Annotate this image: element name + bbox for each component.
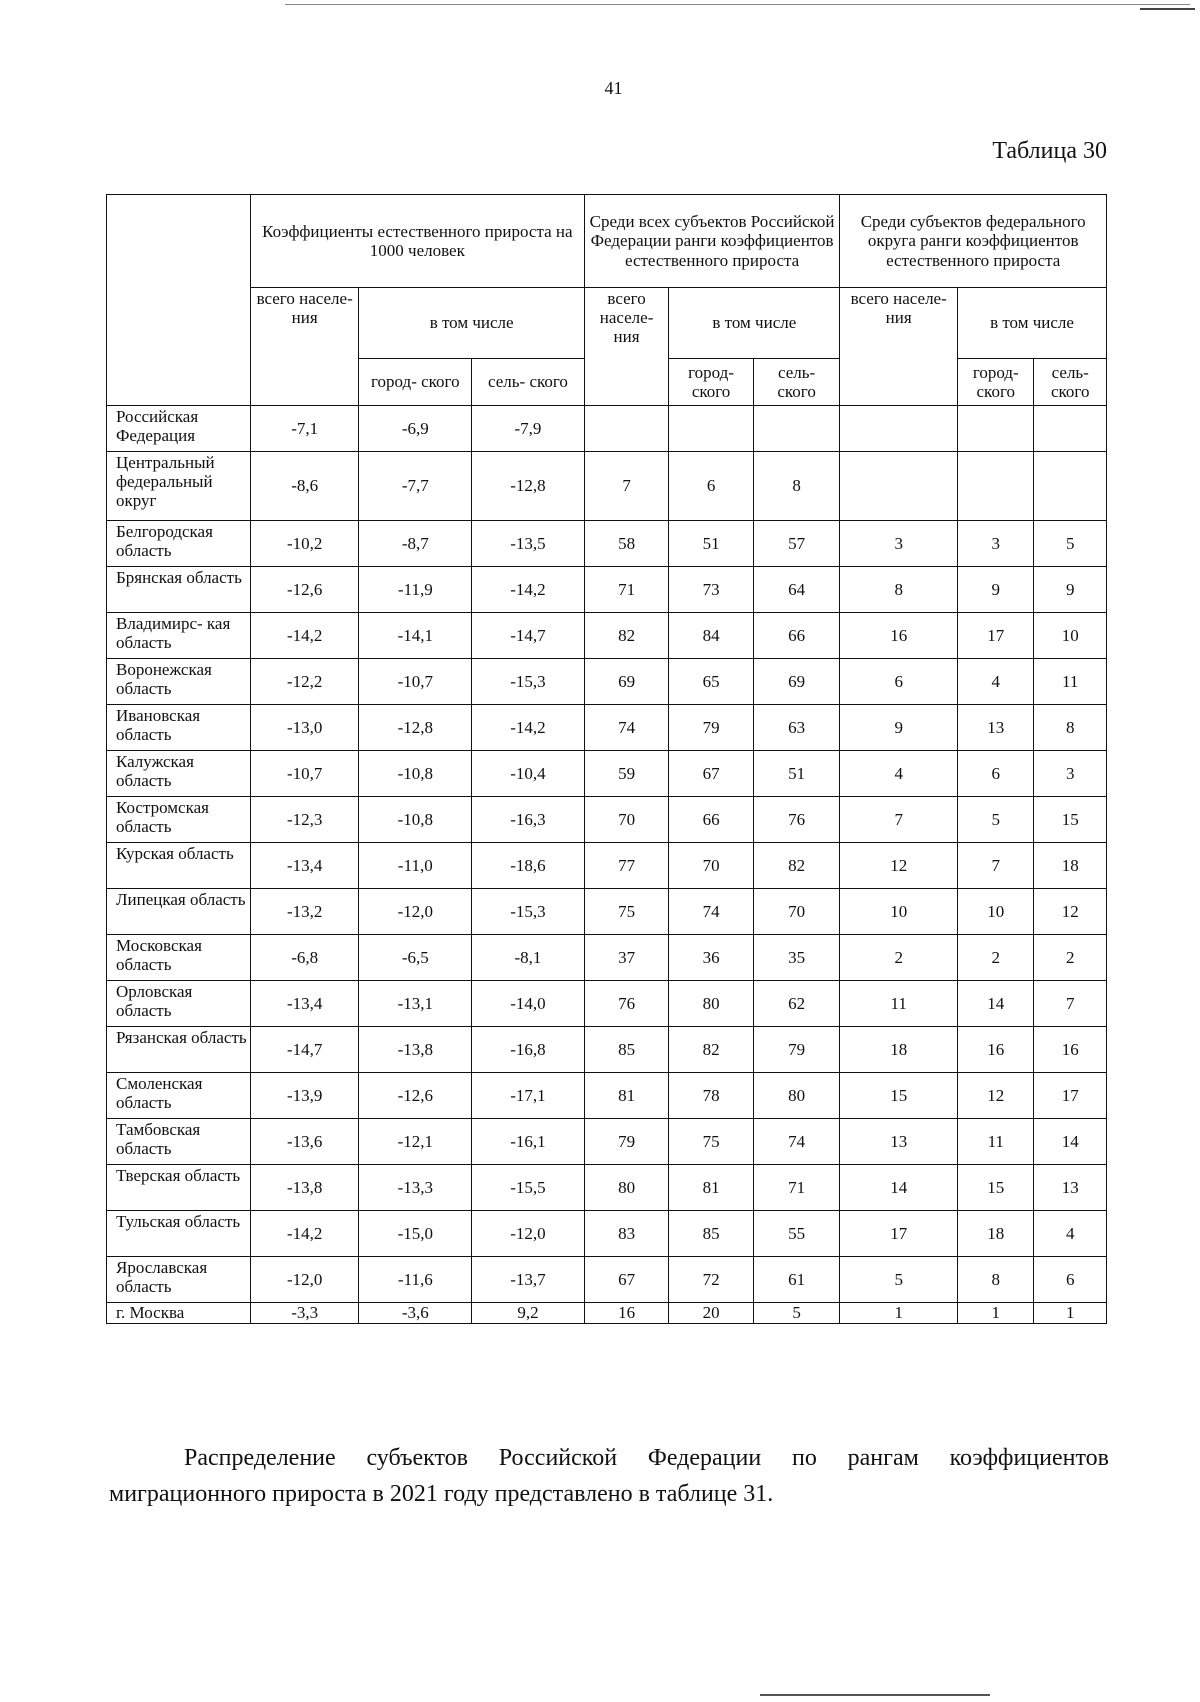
- value-cell-rf-urban: 70: [669, 843, 754, 889]
- value-cell-fo-urban: 15: [958, 1165, 1034, 1211]
- region-name-cell: Тамбовская область: [107, 1119, 251, 1165]
- value-cell-fo-total: 10: [840, 889, 958, 935]
- value-cell-coef-urban: -11,0: [359, 843, 472, 889]
- value-cell-coef-total: -13,4: [250, 981, 359, 1027]
- header-rural: сель- ского: [753, 359, 840, 406]
- scan-edge-line: [285, 4, 1190, 5]
- value-cell-rf-total: 83: [584, 1211, 669, 1257]
- value-cell-coef-total: -6,8: [250, 935, 359, 981]
- table-caption: Таблица 30: [992, 138, 1107, 164]
- value-cell-coef-urban: -10,8: [359, 751, 472, 797]
- value-cell-coef-urban: -15,0: [359, 1211, 472, 1257]
- value-cell-fo-urban: 11: [958, 1119, 1034, 1165]
- value-cell-coef-rural: -7,9: [472, 406, 585, 452]
- value-cell-rf-rural: 63: [753, 705, 840, 751]
- value-cell-coef-urban: -13,8: [359, 1027, 472, 1073]
- value-cell-fo-rural: [1034, 452, 1107, 521]
- value-cell-coef-rural: -14,0: [472, 981, 585, 1027]
- table-row: [107, 1119, 1107, 1165]
- value-cell-fo-urban: 3: [958, 521, 1034, 567]
- value-cell-fo-rural: 10: [1034, 613, 1107, 659]
- value-cell-fo-rural: 5: [1034, 521, 1107, 567]
- value-cell-fo-rural: 1: [1034, 1303, 1107, 1324]
- header-row-1: [107, 195, 1107, 288]
- value-cell-coef-rural: -14,2: [472, 567, 585, 613]
- value-cell-fo-urban: 18: [958, 1211, 1034, 1257]
- value-cell-fo-total: 18: [840, 1027, 958, 1073]
- header-total: всего населе- ния: [840, 288, 958, 406]
- value-cell-coef-total: -12,6: [250, 567, 359, 613]
- value-cell-rf-total: 70: [584, 797, 669, 843]
- region-name-cell: Липецкая область: [107, 889, 251, 935]
- value-cell-rf-rural: 80: [753, 1073, 840, 1119]
- value-cell-fo-urban: 9: [958, 567, 1034, 613]
- region-name-cell: Центральный федеральный округ: [107, 452, 251, 521]
- value-cell-rf-urban: 85: [669, 1211, 754, 1257]
- value-cell-rf-rural: 55: [753, 1211, 840, 1257]
- header-group-fo-ranks: Среди субъектов федерального округа ранги коэффициентов естественного прироста: [840, 195, 1107, 288]
- value-cell-rf-rural: 51: [753, 751, 840, 797]
- value-cell-rf-total: 85: [584, 1027, 669, 1073]
- value-cell-coef-rural: -17,1: [472, 1073, 585, 1119]
- value-cell-rf-rural: 57: [753, 521, 840, 567]
- value-cell-fo-rural: 12: [1034, 889, 1107, 935]
- value-cell-coef-total: -10,7: [250, 751, 359, 797]
- value-cell-coef-urban: -6,9: [359, 406, 472, 452]
- header-including: в том числе: [669, 288, 840, 359]
- value-cell-rf-rural: 76: [753, 797, 840, 843]
- value-cell-rf-urban: 6: [669, 452, 754, 521]
- value-cell-rf-total: 67: [584, 1257, 669, 1303]
- value-cell-coef-urban: -12,0: [359, 889, 472, 935]
- value-cell-fo-rural: 17: [1034, 1073, 1107, 1119]
- value-cell-fo-urban: 7: [958, 843, 1034, 889]
- value-cell-fo-rural: 3: [1034, 751, 1107, 797]
- value-cell-rf-urban: 51: [669, 521, 754, 567]
- header-including: в том числе: [958, 288, 1107, 359]
- region-name-cell: Российская Федерация: [107, 406, 251, 452]
- value-cell-coef-urban: -13,1: [359, 981, 472, 1027]
- value-cell-coef-total: -12,0: [250, 1257, 359, 1303]
- table-row: [107, 797, 1107, 843]
- value-cell-coef-rural: -15,5: [472, 1165, 585, 1211]
- value-cell-coef-rural: -18,6: [472, 843, 585, 889]
- value-cell-coef-total: -13,0: [250, 705, 359, 751]
- value-cell-rf-total: 16: [584, 1303, 669, 1324]
- value-cell-fo-urban: 17: [958, 613, 1034, 659]
- value-cell-coef-total: -13,6: [250, 1119, 359, 1165]
- header-urban: город- ского: [958, 359, 1034, 406]
- value-cell-coef-rural: -14,7: [472, 613, 585, 659]
- value-cell-rf-rural: 64: [753, 567, 840, 613]
- value-cell-fo-urban: 8: [958, 1257, 1034, 1303]
- value-cell-coef-total: -14,2: [250, 1211, 359, 1257]
- value-cell-fo-total: 14: [840, 1165, 958, 1211]
- value-cell-fo-rural: 11: [1034, 659, 1107, 705]
- value-cell-fo-rural: [1034, 406, 1107, 452]
- value-cell-fo-urban: [958, 406, 1034, 452]
- value-cell-rf-urban: [669, 406, 754, 452]
- value-cell-rf-rural: 79: [753, 1027, 840, 1073]
- table-row: [107, 1303, 1107, 1324]
- region-name-cell: Ивановская область: [107, 705, 251, 751]
- value-cell-fo-total: 8: [840, 567, 958, 613]
- value-cell-rf-urban: 81: [669, 1165, 754, 1211]
- value-cell-rf-total: 37: [584, 935, 669, 981]
- header-urban: город- ского: [359, 359, 472, 406]
- table-row: [107, 659, 1107, 705]
- value-cell-rf-total: 74: [584, 705, 669, 751]
- value-cell-fo-rural: 7: [1034, 981, 1107, 1027]
- value-cell-fo-total: 11: [840, 981, 958, 1027]
- value-cell-fo-total: 5: [840, 1257, 958, 1303]
- value-cell-coef-total: -10,2: [250, 521, 359, 567]
- table-row: [107, 567, 1107, 613]
- value-cell-fo-rural: 8: [1034, 705, 1107, 751]
- value-cell-coef-rural: -15,3: [472, 889, 585, 935]
- value-cell-coef-urban: -10,8: [359, 797, 472, 843]
- region-name-cell: Белгородская область: [107, 521, 251, 567]
- value-cell-rf-rural: 66: [753, 613, 840, 659]
- value-cell-rf-rural: 70: [753, 889, 840, 935]
- value-cell-rf-total: 75: [584, 889, 669, 935]
- value-cell-coef-urban: -12,1: [359, 1119, 472, 1165]
- scan-edge-line: [1140, 8, 1195, 10]
- value-cell-coef-rural: -13,7: [472, 1257, 585, 1303]
- value-cell-coef-total: -8,6: [250, 452, 359, 521]
- value-cell-fo-urban: 12: [958, 1073, 1034, 1119]
- value-cell-fo-urban: 5: [958, 797, 1034, 843]
- header-row-2: [107, 288, 1107, 359]
- value-cell-rf-urban: 36: [669, 935, 754, 981]
- header-rural: сель- ского: [472, 359, 585, 406]
- table-row: [107, 1257, 1107, 1303]
- value-cell-coef-rural: -14,2: [472, 705, 585, 751]
- value-cell-fo-rural: 16: [1034, 1027, 1107, 1073]
- value-cell-coef-total: -14,2: [250, 613, 359, 659]
- value-cell-rf-rural: 8: [753, 452, 840, 521]
- value-cell-coef-urban: -11,6: [359, 1257, 472, 1303]
- header-total: всего населе- ния: [250, 288, 359, 406]
- table-row: [107, 1073, 1107, 1119]
- value-cell-fo-rural: 14: [1034, 1119, 1107, 1165]
- header-rural: сель- ского: [1034, 359, 1107, 406]
- value-cell-fo-total: 12: [840, 843, 958, 889]
- region-name-cell: Костромская область: [107, 797, 251, 843]
- value-cell-coef-total: -13,9: [250, 1073, 359, 1119]
- value-cell-rf-total: 82: [584, 613, 669, 659]
- value-cell-coef-rural: -16,8: [472, 1027, 585, 1073]
- value-cell-fo-rural: 18: [1034, 843, 1107, 889]
- value-cell-fo-rural: 15: [1034, 797, 1107, 843]
- value-cell-fo-urban: [958, 452, 1034, 521]
- header-group-coefficients: Коэффициенты естественного прироста на 1000 человек: [250, 195, 584, 288]
- value-cell-rf-urban: 66: [669, 797, 754, 843]
- region-name-cell: Калужская область: [107, 751, 251, 797]
- page-number: 41: [604, 78, 623, 98]
- value-cell-coef-urban: -12,6: [359, 1073, 472, 1119]
- value-cell-fo-rural: 2: [1034, 935, 1107, 981]
- value-cell-rf-total: 7: [584, 452, 669, 521]
- header-total: всего населе- ния: [584, 288, 669, 406]
- region-name-cell: Московская область: [107, 935, 251, 981]
- value-cell-rf-total: 71: [584, 567, 669, 613]
- table-row: [107, 406, 1107, 452]
- value-cell-coef-rural: -12,8: [472, 452, 585, 521]
- value-cell-fo-urban: 6: [958, 751, 1034, 797]
- table-row: [107, 935, 1107, 981]
- value-cell-rf-total: 58: [584, 521, 669, 567]
- value-cell-coef-total: -13,8: [250, 1165, 359, 1211]
- value-cell-coef-urban: -14,1: [359, 613, 472, 659]
- region-name-cell: г. Москва: [107, 1303, 251, 1324]
- value-cell-rf-urban: 75: [669, 1119, 754, 1165]
- table-row: [107, 1211, 1107, 1257]
- value-cell-coef-rural: 9,2: [472, 1303, 585, 1324]
- table-row: [107, 521, 1107, 567]
- value-cell-rf-urban: 73: [669, 567, 754, 613]
- value-cell-coef-urban: -13,3: [359, 1165, 472, 1211]
- value-cell-fo-rural: 13: [1034, 1165, 1107, 1211]
- value-cell-rf-rural: [753, 406, 840, 452]
- table-row: [107, 705, 1107, 751]
- value-cell-fo-urban: 4: [958, 659, 1034, 705]
- value-cell-coef-total: -3,3: [250, 1303, 359, 1324]
- value-cell-rf-rural: 35: [753, 935, 840, 981]
- value-cell-rf-total: 81: [584, 1073, 669, 1119]
- table-row: [107, 889, 1107, 935]
- table-row: [107, 751, 1107, 797]
- value-cell-rf-total: 80: [584, 1165, 669, 1211]
- value-cell-coef-rural: -8,1: [472, 935, 585, 981]
- region-name-cell: Орловская область: [107, 981, 251, 1027]
- value-cell-coef-urban: -7,7: [359, 452, 472, 521]
- value-cell-rf-rural: 82: [753, 843, 840, 889]
- table-row: [107, 981, 1107, 1027]
- value-cell-fo-total: [840, 452, 958, 521]
- value-cell-rf-urban: 72: [669, 1257, 754, 1303]
- table-row: [107, 452, 1107, 521]
- value-cell-fo-urban: 14: [958, 981, 1034, 1027]
- value-cell-coef-urban: -10,7: [359, 659, 472, 705]
- table-row: [107, 843, 1107, 889]
- value-cell-coef-rural: -12,0: [472, 1211, 585, 1257]
- region-name-cell: Тверская область: [107, 1165, 251, 1211]
- value-cell-coef-total: -13,2: [250, 889, 359, 935]
- value-cell-coef-urban: -8,7: [359, 521, 472, 567]
- value-cell-rf-total: 77: [584, 843, 669, 889]
- value-cell-fo-rural: 6: [1034, 1257, 1107, 1303]
- value-cell-rf-urban: 74: [669, 889, 754, 935]
- value-cell-rf-rural: 71: [753, 1165, 840, 1211]
- value-cell-coef-urban: -11,9: [359, 567, 472, 613]
- value-cell-coef-total: -7,1: [250, 406, 359, 452]
- region-name-cell: Тульская область: [107, 1211, 251, 1257]
- value-cell-fo-total: 4: [840, 751, 958, 797]
- value-cell-rf-urban: 84: [669, 613, 754, 659]
- value-cell-fo-total: 15: [840, 1073, 958, 1119]
- value-cell-rf-total: 79: [584, 1119, 669, 1165]
- value-cell-rf-urban: 65: [669, 659, 754, 705]
- value-cell-fo-total: [840, 406, 958, 452]
- body-paragraph: Распределение субъектов Российской Федерации по рангам коэффициентов миграционного прироста в 2021 году представлено в таблице 31.: [109, 1445, 1109, 1507]
- region-name-cell: Смоленская область: [107, 1073, 251, 1119]
- region-name-cell: Владимирс- кая область: [107, 613, 251, 659]
- value-cell-rf-rural: 5: [753, 1303, 840, 1324]
- scan-edge-line: [760, 1694, 990, 1696]
- header-region-cell: [107, 195, 251, 406]
- value-cell-fo-urban: 1: [958, 1303, 1034, 1324]
- value-cell-fo-total: 7: [840, 797, 958, 843]
- value-cell-fo-total: 16: [840, 613, 958, 659]
- value-cell-rf-rural: 69: [753, 659, 840, 705]
- value-cell-rf-urban: 82: [669, 1027, 754, 1073]
- data-table: [106, 194, 1107, 1324]
- value-cell-rf-total: 59: [584, 751, 669, 797]
- table-row: [107, 613, 1107, 659]
- header-including: в том числе: [359, 288, 584, 359]
- table-row: [107, 1027, 1107, 1073]
- region-name-cell: Брянская область: [107, 567, 251, 613]
- value-cell-coef-total: -13,4: [250, 843, 359, 889]
- value-cell-coef-rural: -15,3: [472, 659, 585, 705]
- value-cell-coef-urban: -3,6: [359, 1303, 472, 1324]
- value-cell-fo-urban: 10: [958, 889, 1034, 935]
- value-cell-fo-rural: 9: [1034, 567, 1107, 613]
- table-row: [107, 1165, 1107, 1211]
- value-cell-rf-urban: 67: [669, 751, 754, 797]
- region-name-cell: Ярославская область: [107, 1257, 251, 1303]
- value-cell-coef-total: -12,3: [250, 797, 359, 843]
- value-cell-fo-urban: 2: [958, 935, 1034, 981]
- value-cell-rf-total: 76: [584, 981, 669, 1027]
- header-urban: город- ского: [669, 359, 754, 406]
- header-group-rf-ranks: Среди всех субъектов Российской Федерации ранги коэффициентов естественного прироста: [584, 195, 840, 288]
- value-cell-fo-urban: 13: [958, 705, 1034, 751]
- value-cell-fo-total: 6: [840, 659, 958, 705]
- region-name-cell: Курская область: [107, 843, 251, 889]
- value-cell-fo-rural: 4: [1034, 1211, 1107, 1257]
- value-cell-rf-urban: 20: [669, 1303, 754, 1324]
- value-cell-fo-total: 2: [840, 935, 958, 981]
- value-cell-coef-rural: -16,3: [472, 797, 585, 843]
- value-cell-coef-rural: -13,5: [472, 521, 585, 567]
- value-cell-fo-total: 9: [840, 705, 958, 751]
- value-cell-coef-rural: -10,4: [472, 751, 585, 797]
- value-cell-rf-total: [584, 406, 669, 452]
- value-cell-coef-total: -12,2: [250, 659, 359, 705]
- value-cell-coef-urban: -12,8: [359, 705, 472, 751]
- value-cell-fo-total: 13: [840, 1119, 958, 1165]
- value-cell-coef-urban: -6,5: [359, 935, 472, 981]
- value-cell-fo-urban: 16: [958, 1027, 1034, 1073]
- value-cell-rf-urban: 78: [669, 1073, 754, 1119]
- region-name-cell: Воронежская область: [107, 659, 251, 705]
- value-cell-rf-urban: 80: [669, 981, 754, 1027]
- value-cell-coef-rural: -16,1: [472, 1119, 585, 1165]
- region-name-cell: Рязанская область: [107, 1027, 251, 1073]
- value-cell-rf-rural: 62: [753, 981, 840, 1027]
- value-cell-fo-total: 17: [840, 1211, 958, 1257]
- value-cell-rf-rural: 61: [753, 1257, 840, 1303]
- value-cell-coef-total: -14,7: [250, 1027, 359, 1073]
- value-cell-rf-rural: 74: [753, 1119, 840, 1165]
- value-cell-rf-total: 69: [584, 659, 669, 705]
- value-cell-rf-urban: 79: [669, 705, 754, 751]
- value-cell-fo-total: 3: [840, 521, 958, 567]
- value-cell-fo-total: 1: [840, 1303, 958, 1324]
